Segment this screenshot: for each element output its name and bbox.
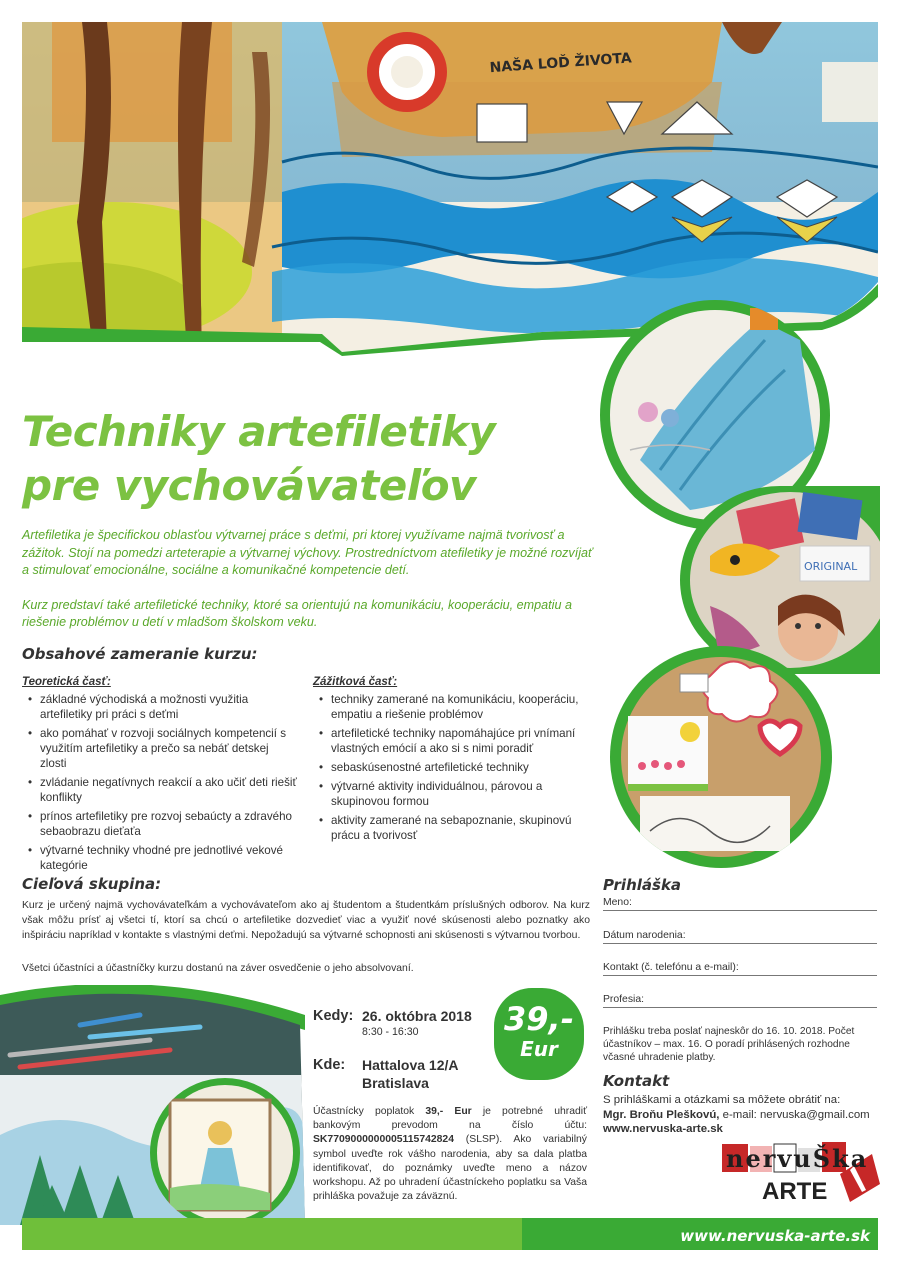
contact-info xyxy=(603,1093,888,1137)
list-item: • ako pomáhať v rozvoji sociálnych kompetencií s využitím artefiletiky a prečo sa nebáť detskej zlosti xyxy=(22,726,297,771)
birthdate-field-label: Dátum narodenia: xyxy=(603,930,686,941)
list-item: • zvládanie negatívnych reakcií a ako učiť deti riešiť konflikty xyxy=(22,775,297,805)
list-item: • techniky zamerané na komunikáciu, kooperáciu, empatiu a riešenie problémov xyxy=(313,692,595,722)
price-value: 39,- xyxy=(504,1000,574,1038)
where-label: Kde: xyxy=(313,1057,346,1073)
fee-text-mid: je potrebné uhradiť bankovým prevodom na číslo účtu: xyxy=(313,1106,587,1132)
event-street: Hattalova 12/A xyxy=(362,1057,459,1073)
when-label: Kedy: xyxy=(313,1008,354,1024)
fee-text-post: (SLSP). Ako variabilný symbol uveďte rok vášho narodenia, aby sa dala platba identifikovať, do poznámky uveďte meno a názov workshopu. Až po uhradení účastníckeho poplatku sa Vaša prihláška považuje za záväznú. xyxy=(313,1134,587,1203)
profession-field-label: Profesia: xyxy=(603,994,645,1005)
list-item: • základné východiská a možnosti využitia artefiletiky pri práci s deťmi xyxy=(22,692,297,722)
experience-list xyxy=(313,692,595,847)
contact-field-label: Kontakt (č. telefónu a e-mail): xyxy=(603,962,739,973)
event-date: 26. októbra 2018 xyxy=(362,1008,472,1024)
target-paragraph-2: Všetci účastníci a účastníčky kurzu dostanú na záver osvedčenie o jeho absolvovaní. xyxy=(22,963,414,974)
fee-amount: 39,- Eur xyxy=(425,1106,472,1117)
intro-text xyxy=(22,527,597,649)
contact-heading: Kontakt xyxy=(603,1072,670,1090)
contact-email[interactable]: e-mail: nervuska@gmail.com xyxy=(719,1108,870,1121)
title-line-2: pre vychovávateľov xyxy=(22,461,476,510)
contact-person xyxy=(603,1108,888,1123)
birthdate-field[interactable] xyxy=(603,930,877,944)
photo-circle-drawings xyxy=(610,646,832,868)
list-item: • aktivity zamerané na sebapoznanie, skupinovú prácu a tvorivosť xyxy=(313,813,595,843)
event-time: 8:30 - 16:30 xyxy=(362,1026,419,1038)
svg-text:ORIGINAL: ORIGINAL xyxy=(804,560,858,573)
content-heading: Obsahové zameranie kurzu: xyxy=(22,645,258,663)
contact-name: Mgr. Broňu Pleškovú, xyxy=(603,1108,720,1121)
intro-paragraph-2: Kurz predstaví také artefiletické techniky, ktoré sa orientujú na komunikáciu, kooperáciu, empatiu a riešenie problémov u detí v mladšom školskom veku. xyxy=(22,597,572,629)
name-field-label: Meno: xyxy=(603,897,632,908)
list-item: • výtvarné aktivity individuálnou, párovou a skupinovou formou xyxy=(313,779,595,809)
logo-word: nervuŠka xyxy=(726,1144,869,1173)
theory-list xyxy=(22,692,297,877)
event-city: Bratislava xyxy=(362,1075,429,1091)
list-item: • artefiletické techniky napomáhajúce pri vnímaní vlastných emócií a ako si s nimi poradiť xyxy=(313,726,595,756)
experience-heading: Zážitková časť: xyxy=(313,676,398,688)
fee-paragraph xyxy=(313,1105,587,1204)
intro-paragraph-1: Artefiletika je špecifickou oblasťou výtvarnej práce s deťmi, pri ktorej využívame najmä tvorivosť a zážitok. Stojí na pomedzi arteterapie a výtvarnej výchovy. Prostredníctvom atefiletiky je možné rozvíjať a stimulovať emocionálne, sociálne a komunikačné kompetencie detí. xyxy=(22,528,593,577)
title-line-1: Techniky artefiletiky xyxy=(22,407,496,456)
form-heading: Prihláška xyxy=(603,876,682,894)
target-heading: Cieľová skupina: xyxy=(22,875,162,893)
list-item: • prínos artefiletiky pre rozvoj sebaúcty a zdravého sebaobrazu dieťaťa xyxy=(22,809,297,839)
theory-heading: Teoretická časť: xyxy=(22,676,111,688)
contact-field[interactable] xyxy=(603,962,877,976)
painting-caption: NAŠA LOĎ ŽIVOTA xyxy=(489,50,633,77)
fee-text-pre: Účastnícky poplatok xyxy=(313,1106,426,1117)
target-paragraph-1: Kurz je určený najmä vychovávateľkám a vychovávateľom ako aj študentom a študentkám príslušných odborov. Na kurz však môžu prísť aj všetci tí, ktorí sa chcú o artefiletike dozvedieť viac a využiť nové skúsenosti alebo poznatky ako inšpiráciu napríklad v kontakte s vlastnými deťmi. Nepožadujú sa výtvarné schopnosti ani skúsenosti s výtvarnou tvorbou. xyxy=(22,900,590,941)
contact-line: S prihláškami a otázkami sa môžete obrátiť na: xyxy=(603,1094,841,1106)
page-title xyxy=(22,405,622,513)
list-item: • sebaskúsenostné artefiletické techniky xyxy=(313,760,595,775)
bank-account: SK7709000000005115742824 xyxy=(313,1134,454,1146)
logo-arte: ARTE xyxy=(762,1178,828,1205)
nervuska-logo xyxy=(722,1140,880,1210)
price-badge xyxy=(494,988,584,1080)
footer-url-link[interactable]: www.nervuska-arte.sk xyxy=(680,1227,870,1245)
list-item: • výtvarné techniky vhodné pre jednotlivé vekové kategórie xyxy=(22,843,297,873)
price-currency: Eur xyxy=(520,1037,558,1061)
profession-field[interactable] xyxy=(603,994,877,1008)
photo-circle-child-drawing xyxy=(150,1078,300,1228)
form-note: Prihlášku treba poslať najneskôr do 16. 10. 2018. Počet účastníkov – max. 16. O poradí prihlásených rozhodne včasné uhradenie platby. xyxy=(603,1026,855,1063)
name-field[interactable] xyxy=(603,897,877,911)
contact-web-link[interactable]: www.nervuska-arte.sk xyxy=(603,1123,723,1135)
